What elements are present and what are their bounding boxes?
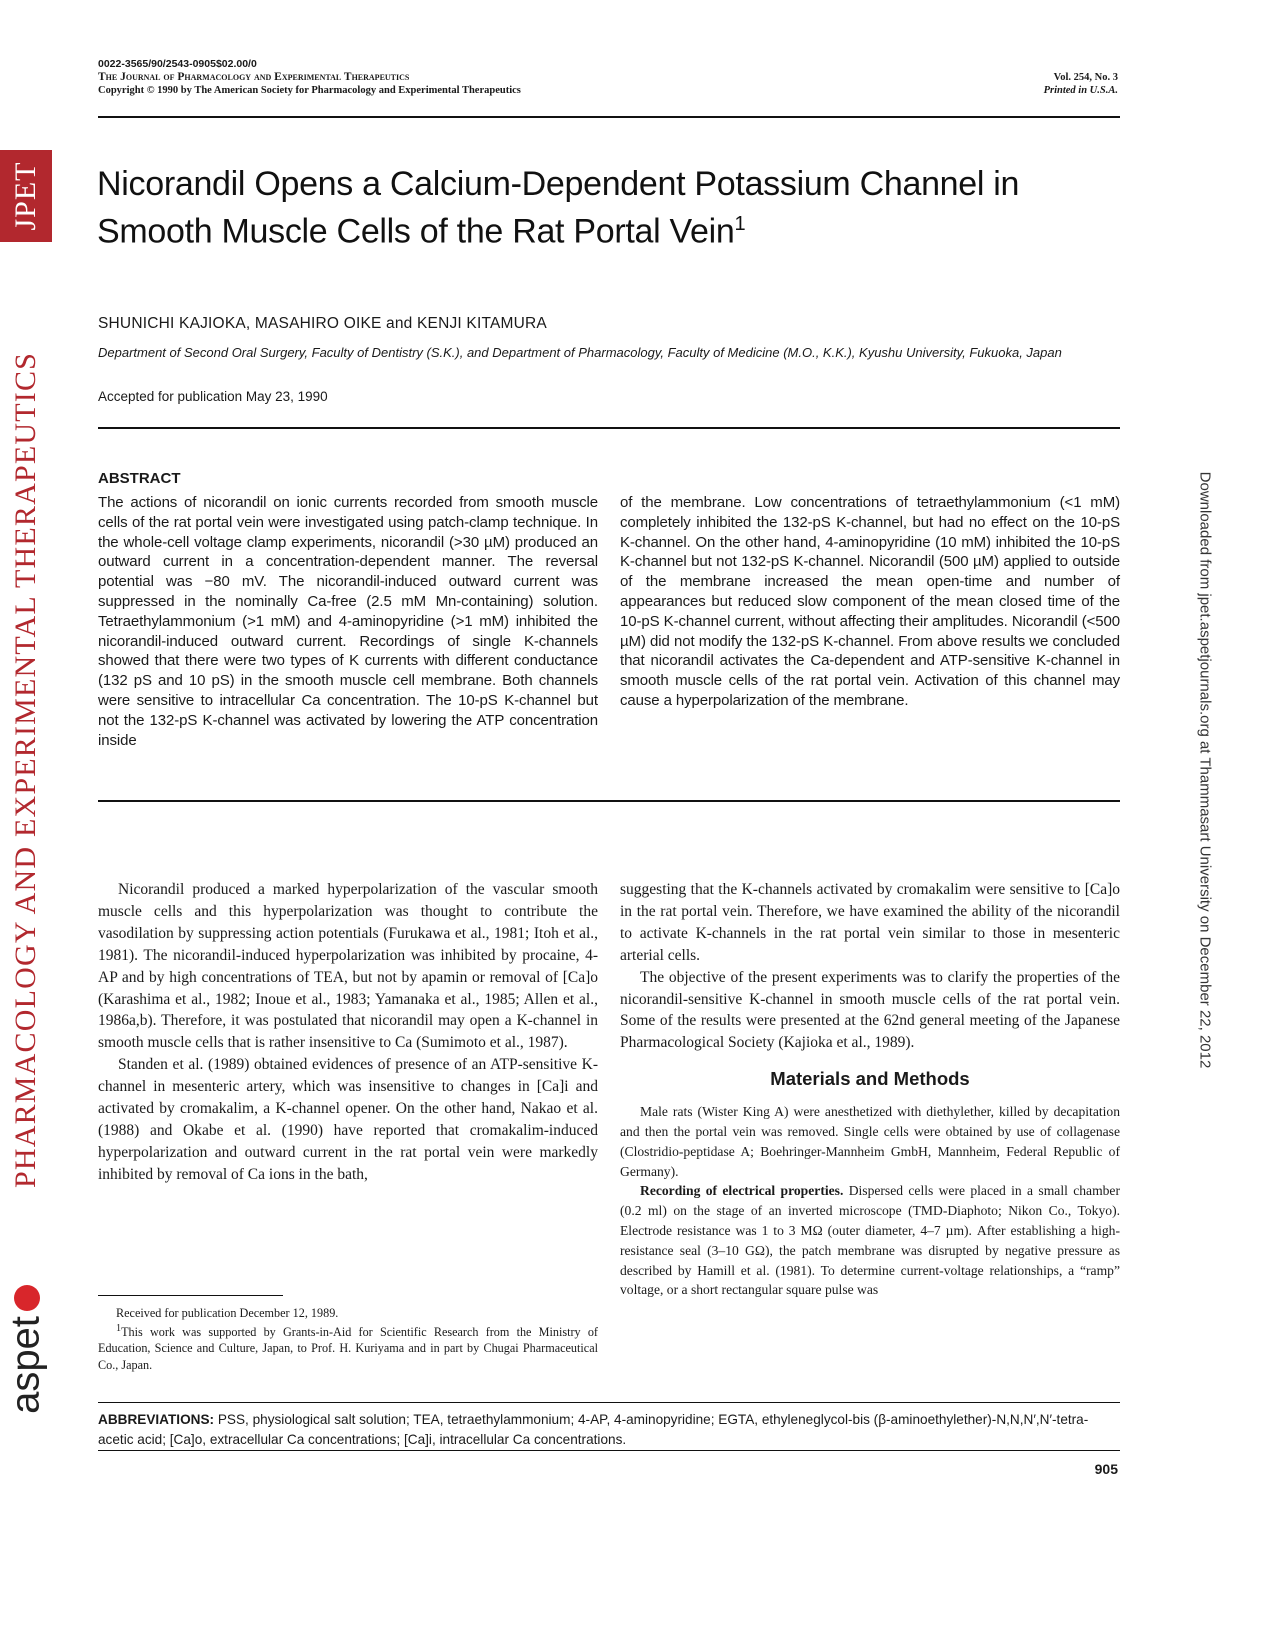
- printed-location: Printed in U.S.A.: [1043, 85, 1118, 96]
- intro-paragraph-1: Nicorandil produced a marked hyperpolarization of the vascular smooth muscle cells and this hyperpolarization was thought to contribute the vasodilation by suppressing action potentials (Furukawa et al., 1981; Itoh et al., 1981). The nicorandil-induced hyperpolarization was inhibited by procaine, 4-AP and by high concentrations of TEA, but not by apamin or removal of [Ca]o (Karashima et al., 1982; Inoue et al., 1983; Yamanaka et al., 1985; Allen et al., 1986a,b). Therefore, it was postulated that nicorandil may open a K-channel in smooth muscle cells that is rather insensitive to Ca (Sumimoto et al., 1987).: [98, 881, 598, 1052]
- funding-footnote: $^1$This work was supported by Grants-in-Aid for Scientific Research from the Ministry of Education, Science and Culture, Japan, to Prof. H. Kuriyama and in part by Chugai Pharmaceutical Co., Japan.: [98, 1323, 598, 1372]
- journal-badge: [0, 150, 52, 242]
- methods-heading: Materials and Methods: [770, 1068, 970, 1090]
- abbreviations-rule: [98, 1402, 1120, 1403]
- footer-rule: [98, 1450, 1120, 1451]
- methods-paragraph-1: Male rats (Wister King A) were anesthetized with diethylether, killed by decapitation and then the portal vein was removed. Single cells were obtained by use of collagenase (Clostridio-peptidase A; Boehringer-Mannheim GmbH, Mannheim, Federal Republic of Germany).: [620, 1104, 1120, 1179]
- header-rule: [98, 116, 1120, 118]
- body-column-left: [98, 879, 598, 1186]
- journal-name: The Journal of Pharmacology and Experimental Therapeutics: [98, 71, 410, 83]
- affiliation: Department of Second Oral Surgery, Faculty of Dentistry (S.K.), and Department of Pharmacology, Faculty of Medicine (M.O., K.K.), Kyushu University, Fukuoka, Japan: [98, 345, 1062, 360]
- received-date: Received for publication December 12, 1989.: [116, 1306, 339, 1320]
- volume-number: Vol. 254, No. 3: [1053, 72, 1118, 83]
- footnote-rule: [98, 1295, 283, 1296]
- volume-info: [1044, 71, 1118, 97]
- title-rule: [98, 427, 1120, 429]
- intro-paragraph-3: suggesting that the K-channels activated by cromakalim were sensitive to [Ca]o in the rat portal vein. Therefore, we have examined the ability of the nicorandil to activate K-channels in the rat portal vein similar to those in mesenteric arterial cells.: [620, 881, 1120, 964]
- download-watermark: Downloaded from jpet.aspetjournals.org at Thammasart University on December 22, 2012: [1196, 471, 1214, 1069]
- journal-sidebar-title: PHARMACOLOGY AND EXPERIMENTAL THERAPEUTICS: [9, 351, 42, 1189]
- abstract-column-left: The actions of nicorandil on ionic currents recorded from smooth muscle cells of the rat portal vein were investigated using patch-clamp technique. In the whole-cell voltage clamp experiments, nicorandil (>30 µM) produced an outward current in a concentration-dependent manner. The reversal potential was −80 mV. The nicorandil-induced outward current was suppressed in the nominally Ca-free (2.5 mM Mn-containing) solution. Tetraethylammonium (>1 mM) and 4-aminopyridine (>1 mM) inhibited the nicorandil-induced outward current. Recordings of single K-channels showed that there were two types of K currents with different conductance (132 pS and 10 pS) in the smooth muscle cell membrane. Both channels were sensitive to intracellular Ca concentration. The 10-pS K-channel but not the 132-pS K-channel was activated by lowering the ATP concentration inside: [98, 494, 598, 749]
- body-column-right: [620, 879, 1120, 1300]
- intro-paragraph-2: Standen et al. (1989) obtained evidences of presence of an ATP-sensitive K-channel in mesenteric artery, which was insensitive to changes in [Ca]i and activated by cromakalim, a K-channel opener. On the other hand, Nakao et al. (1988) and Okabe et al. (1990) have reported that cromakalim-induced hyperpolarization and outward current in the rat portal vein were markedly inhibited by removal of Ca ions in the bath,: [98, 1056, 598, 1183]
- abstract-heading: ABSTRACT: [98, 470, 181, 487]
- article-code: 0022-3565/90/2543-0905$02.00/0: [98, 58, 257, 70]
- abstract-rule: [98, 800, 1120, 802]
- author-list: SHUNICHI KAJIOKA, MASAHIRO OIKE and KENJI KITAMURA: [98, 315, 547, 332]
- accepted-date: Accepted for publication May 23, 1990: [98, 389, 328, 404]
- journal-header: [98, 58, 521, 97]
- abstract-column-right: of the membrane. Low concentrations of tetraethylammonium (<1 mM) completely inhibited the 132-pS K-channel, but had no effect on the 10-pS K-channel. On the other hand, 4-aminopyridine (10 mM) inhibited the 10-pS K-channel but not 132-pS K-channel. Nicorandil (500 µM) applied to outside of the membrane increased the mean open-time and number of appearances but reduced slow component of the mean closed time of the 10-pS K-channel current, without affecting their amplitudes. Nicorandil (<500 µM) did not modify the 132-pS K-channel. From above results we concluded that nicorandil activates the Ca-dependent and ATP-sensitive K-channel in smooth muscle cells of the rat portal vein. Activation of this channel may cause a hyperpolarization of the membrane.: [620, 494, 1120, 709]
- journal-badge-text: JPET: [9, 161, 42, 231]
- aspet-logo-mark-icon: [14, 1285, 40, 1311]
- title-footnote-mark: 1: [734, 213, 746, 235]
- page-number: 905: [1094, 1461, 1118, 1477]
- intro-paragraph-4: The objective of the present experiments was to clarify the properties of the nicorandil-sensitive K-channel in smooth muscle cells of the rat portal vein. Some of the results were presented at the 62nd general meeting of the Japanese Pharmacological Society (Kajioka et al., 1989).: [620, 968, 1120, 1052]
- footnotes: [98, 1305, 598, 1373]
- copyright-line: Copyright © 1990 by The American Society for Pharmacology and Experimental Therapeutics: [98, 85, 521, 96]
- methods-subheading: Recording of electrical properties.: [640, 1183, 844, 1199]
- article-title: Nicorandil Opens a Calcium-Dependent Potassium Channel in Smooth Muscle Cells of the Rat Portal Vein$^1$: [97, 165, 1020, 251]
- abbreviations: ABBREVIATIONS: PSS, physiological salt solution; TEA, tetraethylammonium; 4-AP, 4-aminopyridine; EGTA, ethyleneglycol-bis (β-aminoethylether)-N,N,N′,N′-tetra-acetic acid; [Ca]o, extracellular Ca concentrations; [Ca]i, intracellular Ca concentrations.: [98, 1412, 1089, 1447]
- abbreviations-label: ABBREVIATIONS:: [98, 1412, 215, 1427]
- aspet-logo: aspet: [0, 1285, 52, 1445]
- methods-paragraph-2: Recording of electrical properties. Dispersed cells were placed in a small chamber (0.2 ml) on the stage of an inverted microscope (TMD-Diaphoto; Nikon Co., Tokyo). Electrode resistance was 1 to 3 MΩ (outer diameter, 4–7 µm). After establishing a high-resistance seal (3–10 GΩ), the patch membrane was disrupted by negative pressure as described by Hamill et al. (1981). To determine current-voltage relationships, a “ramp” voltage, or a short rectangular square pulse was: [620, 1183, 1120, 1298]
